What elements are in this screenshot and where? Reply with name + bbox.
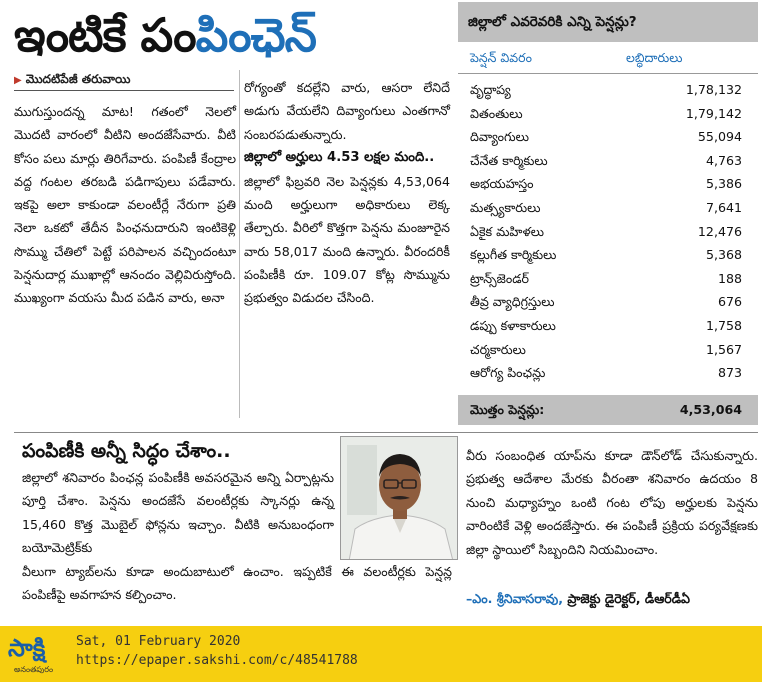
row-value: 1,78,132: [685, 82, 742, 97]
column-divider: [239, 70, 240, 418]
section-divider: [14, 432, 758, 433]
row-label: కల్లుగీత కార్మికులు: [470, 247, 557, 263]
footer-url[interactable]: https://epaper.sakshi.com/c/48541788: [76, 653, 358, 668]
table-row: [458, 338, 758, 362]
row-value: 5,368: [705, 247, 742, 263]
table-row: [458, 314, 758, 338]
table-row: [458, 290, 758, 314]
table-row: [458, 78, 758, 102]
row-label: ట్రాన్స్‌జెండర్: [470, 270, 530, 286]
triangle-right-icon: ▶: [14, 75, 22, 86]
header-beneficiaries: లబ్ధిదారులు: [626, 50, 683, 65]
row-value: 5,386: [705, 176, 742, 192]
row-value: 1,79,142: [685, 105, 742, 121]
row-value: 55,094: [697, 129, 742, 145]
person-portrait-icon: [341, 437, 458, 560]
row-label: చర్మకారులు: [470, 341, 526, 357]
footer-date: Sat, 01 February 2020: [76, 634, 241, 649]
section-heading: పంపిణీకి అన్నీ సిద్ధం చేశాం..: [22, 440, 231, 462]
footer-bar: [0, 626, 762, 682]
row-value: 1,567: [705, 341, 742, 357]
table-row: [458, 220, 758, 244]
headline: [14, 4, 454, 66]
section-text-a: జిల్లాలో శనివారం పింఛన్ల పంపిణీకి అవసరమైన అన్ని ఏర్పాట్లను పూర్తి చేశాం. పెన్షను అందజేసే వలంటీర్లకు స్కానర్లు ఉన్న 15,460 కొత్త మొబైల్ ఫోన్లను ఇచ్చాం. వీటికి అనుబంధంగా బయోమెట్రిక్‌కు: [22, 470, 334, 556]
row-value: 1,758: [705, 317, 742, 333]
section-text-b: వీలుగా ట్యాబ్‌లను కూడా అందుబాటులో ఉంచాం. ఇప్పటికే ఈ వలంటీర్లకు పెన్షన్ల పంపిణీపై అవగాహన కల్పించాం.: [22, 564, 452, 603]
row-label: తీవ్ర వ్యాధిగ్రస్తులు: [470, 294, 555, 310]
row-value: 676: [717, 294, 742, 310]
table-header: [458, 42, 758, 74]
table-row: [458, 361, 758, 385]
table-row: [458, 267, 758, 291]
row-value: 7,641: [705, 199, 742, 215]
header-category: పెన్షన్ వివరం: [470, 50, 532, 65]
pension-table: [458, 2, 758, 426]
signature: [466, 588, 690, 610]
headline-part-2: పింఛెన్: [195, 8, 316, 62]
row-label: దివ్యాంగులు: [470, 129, 529, 145]
column-2-paragraph-2: జిల్లాలో ఫిబ్రవరి నెల పెన్షన్లకు 4,53,064 మంది అర్హులుగా అధికారులు లెక్క తేల్చారు. వీరిలో కొత్తగా పెన్షను మంజూరైన వారు 58,017 మంది ఉన్నారు. వీరందరికీ పంపిణీకి రూ. 109.07 కోట్ల సొమ్మును ప్రభుత్వం విడుదల చేసింది.: [244, 173, 450, 306]
table-row: [458, 243, 758, 267]
table-row: [458, 172, 758, 196]
table-row: [458, 196, 758, 220]
table-row: [458, 102, 758, 126]
divider: [14, 90, 234, 91]
table-body: [458, 78, 758, 385]
signature-title: ప్రాజెక్టు డైరెక్టర్, డీఆర్‌డీఏ: [567, 591, 690, 606]
table-row: [458, 149, 758, 173]
table-title: జిల్లాలో ఎవరెవరికి ఎన్ని పెన్షన్లు?: [458, 2, 758, 42]
row-label: డప్పు కళాకారులు: [470, 317, 556, 333]
row-value: 188: [717, 270, 742, 286]
table-row: [458, 125, 758, 149]
row-label: ఆరోగ్య పింఛన్లు: [470, 365, 546, 381]
headline-part-1: ఇంటికే పం: [14, 8, 196, 62]
row-value: 873: [717, 365, 742, 381]
sakshi-logo[interactable]: [6, 631, 68, 677]
logo-subtext: అనంతపురం: [14, 665, 54, 674]
total-value: 4,53,064: [679, 402, 742, 417]
row-label: వితంతులు: [470, 105, 523, 121]
column-2-paragraph-1: రోగ్యంతో కదల్లేని వారు, ఆసరా లేనిదే అడుగు వేయలేని దివ్యాంగులు ఎంతగానో సంబరపడుతున్నారు.: [244, 80, 450, 142]
official-photo: [340, 436, 458, 560]
row-label: అభయహస్తం: [470, 176, 534, 192]
row-value: 12,476: [697, 223, 742, 239]
row-value: 4,763: [705, 152, 742, 168]
row-label: వృద్ధాప్య: [470, 82, 511, 97]
table-total-row: [458, 395, 758, 425]
row-label: ఏకైక మహిళలు: [470, 223, 544, 239]
row-label: చేనేత కార్మికులు: [470, 152, 548, 168]
article-column-1: ముగుస్తుందన్న మాట! గతంలో నెలలో మొదటి వారంలో వీటిని అందజేసేవారు. వీటి కోసం పలు మార్లు తిరిగేవారు. పంపిణీ కేంద్రాల వద్ద గంటల తరబడి పడిగాపులు పడేవారు. ఇకపై అలా కాకుండా వలంటీర్లే నేరుగా ప్రతి నెలా ఒకటో తేదీన పింఛనుదారుని ఇంటికెళ్లి సొమ్ము చేతిలో పెట్టే పరిపాలన వచ్చిందంటూ పెన్షనుదార్ల ముఖాల్లో ఆనందం వెల్లివిరుస్తోంది. ముఖ్యంగా వయసు మీద పడిన వారు, అనా: [14, 104, 236, 306]
article-column-2: [244, 76, 450, 310]
signature-name: –ఎం. శ్రీనివాసరావు,: [466, 591, 563, 606]
section-text-c: వీరు సంబంధిత యాప్‌ను కూడా డౌన్‌లోడ్ చేసుకున్నారు. ప్రభుత్వ ఆదేశాల మేరకు వీరంతా శనివారం ఉదయం 8 నుంచి మధ్యాహ్నం ఒంటి గంట లోపు అర్హులకు పెన్షను వారింటికే వెళ్లి అందజేస్తారు. ఈ పంపిణీ ప్రక్రియ పర్యవేక్షణకు జిల్లా స్థాయిలో సిబ్బందిని నియమించాం.: [466, 448, 758, 557]
logo-text: సాక్షి: [8, 634, 46, 662]
row-label: మత్స్యకారులు: [470, 199, 541, 215]
total-label: మొత్తం పెన్షన్లు:: [470, 402, 545, 417]
subheading: జిల్లాలో అర్హులు 4.53 లక్షల మంది..: [244, 149, 435, 165]
continuation-note: [14, 72, 130, 89]
continuation-label: మొదటిపేజీ తరువాయి: [25, 72, 131, 86]
